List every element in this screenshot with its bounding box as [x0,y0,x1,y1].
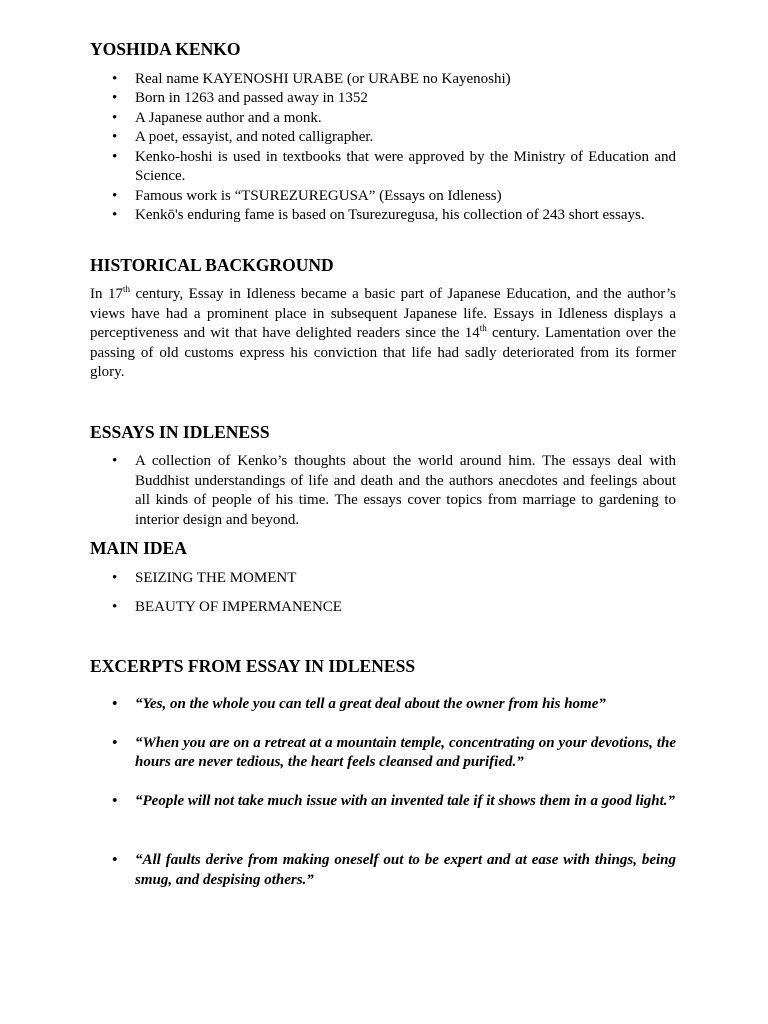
list-item: • A poet, essayist, and noted calligrapher. [90,128,676,148]
list-item: • A collection of Kenko’s thoughts about the world around him. The essays deal with Buddhist understandings of life and death and the authors anecdotes and feelings about all kinds of people of his time. The essays cover topics from marriage to gardening to interior design and beyond. [112,453,676,528]
bullet-icon: • [112,792,118,809]
superscript: th [122,284,130,294]
superscript: th [479,323,487,333]
list-item: • Born in 1263 and passed away in 1352 [90,89,676,109]
list-item: • “When you are on a retreat at a mountain temple, concentrating on your devotions, the hours are never tedious, the heart feels cleansed and purified.” [112,734,676,770]
yoshida-kenko-list [90,70,676,226]
historical-background-paragraph: In 17th century, Essay in Idleness became a basic part of Japanese Education, and the author’s views have had a prominent place in subsequent Japanese life. Essays in Idleness displays a perceptiveness and wit that have delighted readers since the 14th century. Lamentation over the passing of old customs express his conviction that life had sadly deteriorated from its former glory. [90,284,676,380]
list-item: • Kenko-hoshi is used in textbooks that were approved by the Ministry of Education and Science. [112,148,676,184]
section-heading-excerpts: EXCERPTS FROM ESSAY IN IDLENESS [90,655,416,676]
essays-in-idleness-list [90,452,676,530]
list-item: • Kenkō's enduring fame is based on Tsurezuregusa, his collection of 243 short essays. [90,206,676,226]
section-heading-essays-in-idleness: ESSAYS IN IDLENESS [90,421,270,442]
bullet-icon: • [112,852,118,868]
bullet-icon: • [112,453,118,469]
bullet-icon: • [112,696,118,712]
section-heading-yoshida-kenko: YOSHIDA KENKO [90,39,241,59]
list-item: • Real name KAYENOSHI URABE (or URABE no Kayenoshi) [90,70,676,90]
excerpts-list [90,695,676,890]
bullet-icon: • [112,109,118,126]
bullet-icon: • [112,90,118,106]
bullet-icon: • [112,129,118,145]
bullet-icon: • [112,187,118,204]
bullet-icon: • [112,599,118,615]
list-item: • SEIZING THE MOMENT [90,569,676,589]
document-page [90,40,676,890]
bullet-icon: • [112,734,118,751]
list-item: • BEAUTY OF IMPERMANENCE [90,598,676,618]
bullet-icon: • [112,569,118,586]
list-item: • A Japanese author and a monk. [90,109,676,129]
section-heading-historical-background: HISTORICAL BACKGROUND [90,254,334,275]
bullet-icon: • [112,70,118,87]
bullet-icon: • [112,207,118,223]
list-item: • “Yes, on the whole you can tell a great deal about the owner from his home” [90,695,676,715]
main-idea-list [90,569,676,618]
list-item: • Famous work is “TSUREZUREGUSA” (Essays on Idleness) [90,187,676,207]
list-item: • “All faults derive from making oneself out to be expert and at ease with things, being smug, and despising others.” [112,852,676,888]
section-heading-main-idea: MAIN IDEA [90,538,187,558]
list-item: • “People will not take much issue with an invented tale if it shows them in a good light.” [90,792,676,812]
bullet-icon: • [112,148,118,165]
